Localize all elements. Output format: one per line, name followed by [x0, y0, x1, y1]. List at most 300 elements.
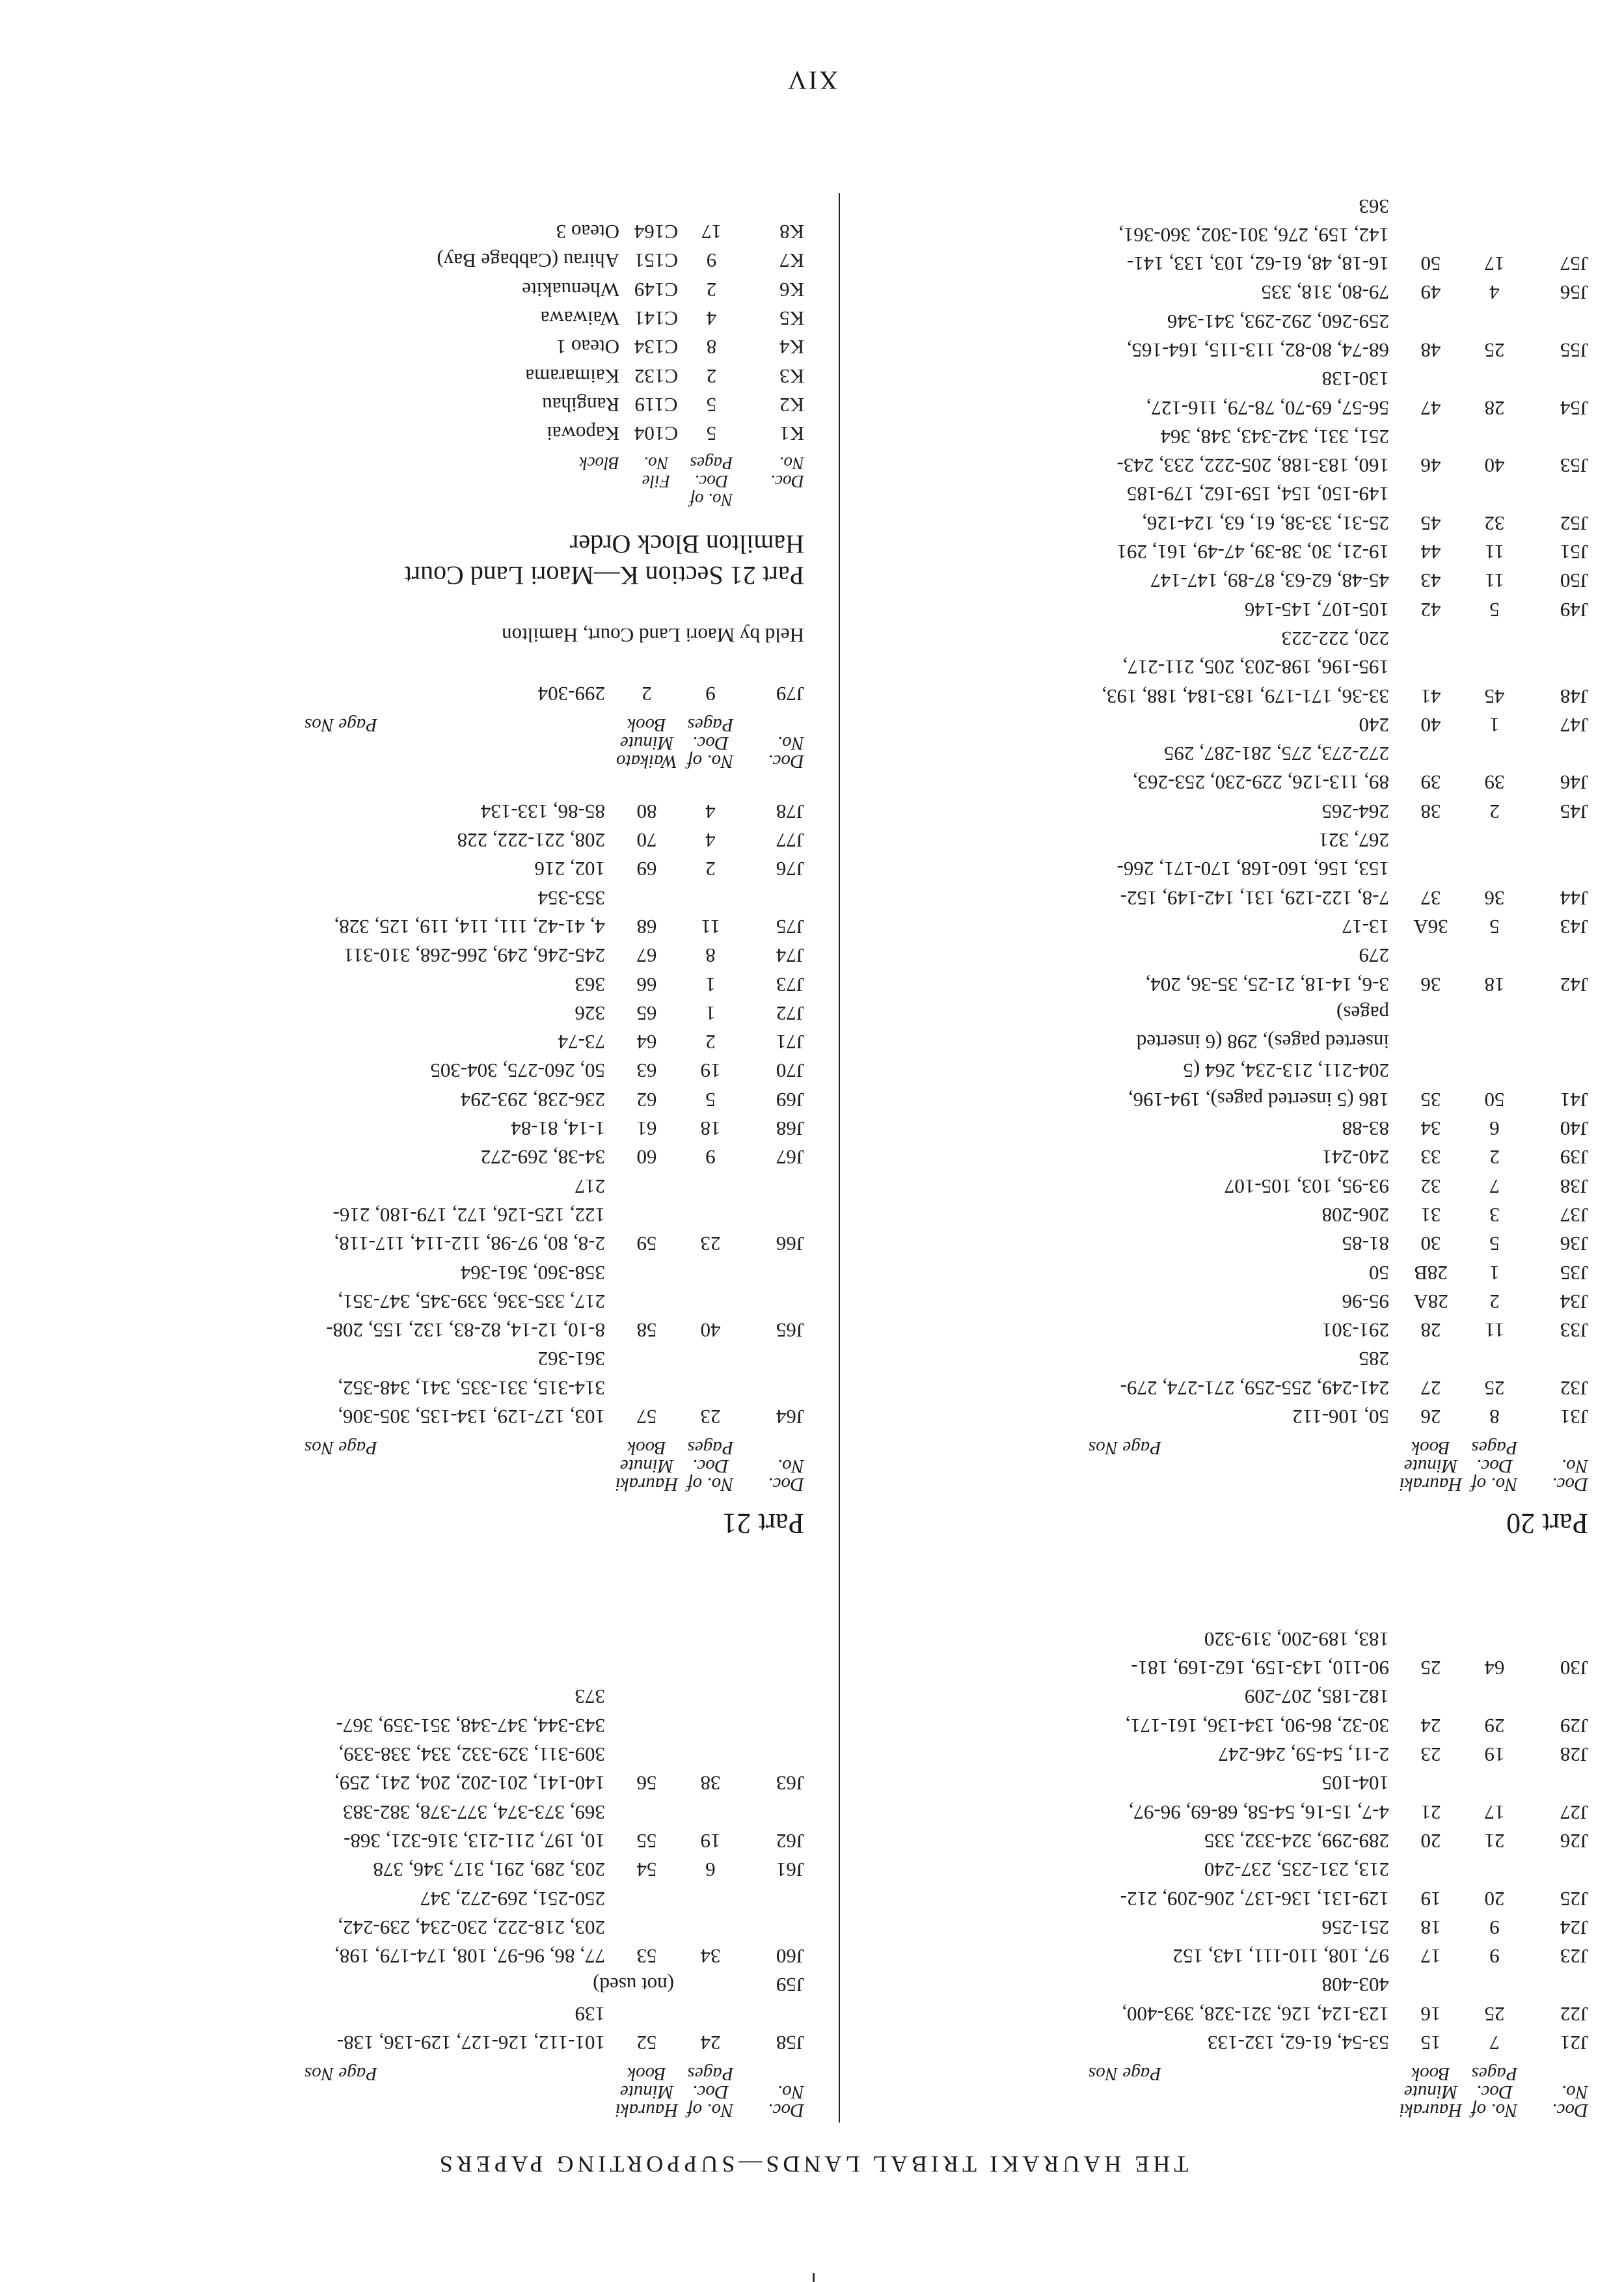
minute-book: 43: [1420, 569, 1441, 593]
header-no-of: No. of: [1471, 2100, 1518, 2121]
minute-book: 33: [1420, 1146, 1441, 1169]
doc-no: K7: [779, 249, 804, 273]
doc-no: J64: [776, 1406, 804, 1428]
doc-pages: 6: [705, 1858, 716, 1882]
page-nos-line: 363: [575, 973, 605, 996]
table-row: [853, 1740, 1588, 1769]
table-body: [69, 679, 804, 708]
minute-book: 42: [1420, 598, 1441, 621]
header-waikato: Waikato: [616, 751, 677, 772]
doc-no: J52: [1560, 511, 1588, 535]
header-doc: Doc.: [770, 472, 804, 492]
table-row: [853, 1143, 1588, 1171]
doc-pages: 17: [1484, 252, 1505, 276]
minute-book: 20: [1420, 1829, 1441, 1853]
minute-book: 50: [1420, 252, 1441, 276]
page-nos-line: 361-362: [537, 1348, 605, 1371]
table-row: [853, 999, 1588, 1114]
minute-book: 36: [1420, 973, 1441, 996]
page-nos: [853, 999, 1397, 1114]
minute-book: 46: [1420, 454, 1441, 478]
doc-no: J59: [776, 1974, 804, 1997]
minute-book: (not used): [593, 1974, 674, 1997]
doc-pages: 2: [1489, 800, 1500, 823]
doc-no: J29: [1560, 1714, 1588, 1737]
minute-book: 35: [1420, 1088, 1441, 1111]
table-row: [853, 796, 1588, 825]
doc-no: J37: [1560, 1203, 1588, 1227]
table-row: [853, 537, 1588, 566]
page-nos-line: 30-32, 86-90, 134-136, 161-171,: [1125, 1714, 1389, 1737]
page-nos: [853, 1171, 1397, 1200]
page-nos: [853, 1855, 1397, 1913]
page-nos: [853, 1970, 1397, 2028]
doc-pages: 19: [700, 1829, 721, 1853]
header-hauraki: Hauraki: [1399, 1474, 1463, 1495]
header-minute: Minute: [1403, 1456, 1458, 1476]
table-row: [69, 1797, 804, 1855]
page-nos: [853, 1827, 1397, 1855]
running-head: THE HAURAKI TRIBAL LANDS—SUPPORTING PAPERS: [435, 2151, 1189, 2177]
page-nos: [69, 941, 613, 970]
block-name: Kapowai: [547, 422, 619, 446]
table-row: [69, 679, 804, 708]
k-table-row: [69, 304, 804, 333]
page-nos-line: 122, 125-126, 172, 179-180, 216-: [332, 1203, 605, 1227]
page-nos: [69, 1143, 613, 1171]
section-k-title-line2: Hamilton Block Order: [570, 530, 804, 560]
page-nos: [853, 1913, 1397, 1942]
page-nos-line: 259-260, 292-293, 341-346: [1167, 310, 1389, 333]
block-name: Whenuakite: [522, 278, 619, 301]
table-row: [853, 1229, 1588, 1258]
minute-book: 58: [636, 1319, 657, 1342]
table-row: [853, 480, 1588, 537]
doc-pages: 1: [705, 1001, 716, 1025]
minute-book: 64: [636, 1031, 657, 1054]
header-no-of: No. of: [687, 1474, 734, 1495]
page-nos-line: 16-18, 48, 61-62, 103, 133, 141-: [1127, 252, 1389, 276]
page-nos-line: 25-31, 33-38, 61, 63, 124-126,: [1142, 511, 1389, 535]
doc-pages: 9: [1489, 1916, 1500, 1939]
table-row: [69, 1143, 804, 1171]
doc-pages: 64: [1484, 1657, 1505, 1680]
table-part19-continued: [853, 1625, 1588, 2119]
page-nos-line: 217, 335-336, 339-345, 347-351,: [338, 1290, 605, 1313]
doc-pages: 17: [701, 221, 722, 244]
table-row: [853, 1913, 1588, 1942]
doc-no: J68: [776, 1117, 804, 1141]
doc-no: J75: [776, 915, 804, 938]
doc-no: J32: [1560, 1376, 1588, 1400]
doc-pages: 19: [1484, 1743, 1505, 1767]
page-nos-line: 291-301: [1321, 1319, 1389, 1342]
page-nos: [853, 826, 1397, 912]
doc-pages: 7: [1489, 1175, 1500, 1198]
k-table-body: [69, 217, 804, 448]
page-nos-line: 217: [575, 1175, 605, 1198]
doc-no: J41: [1560, 1088, 1588, 1111]
table-row: [853, 1625, 1588, 1683]
page-nos-line: 373: [575, 1685, 605, 1709]
table-row: [69, 1999, 804, 2057]
doc-pages: 40: [1484, 454, 1505, 478]
page-nos: [853, 1201, 1397, 1229]
minute-book: 38: [1420, 800, 1441, 823]
doc-pages: 4: [1489, 281, 1500, 305]
table-row: [69, 1027, 804, 1056]
doc-pages: 8: [706, 336, 717, 359]
minute-book: 61: [636, 1117, 657, 1141]
page-nos: [69, 970, 613, 998]
page-nos: [69, 1027, 613, 1056]
page-nos-line: 195-196, 198-203, 205, 211-217,: [1122, 656, 1389, 679]
page-nos-line: 299-304: [537, 683, 605, 706]
page-nos-line: 245-246, 249, 266-268, 310-311: [344, 944, 605, 968]
page-nos: [853, 624, 1397, 711]
doc-pages: 9: [1489, 1945, 1500, 1968]
minute-book: 52: [636, 2031, 657, 2054]
page-nos: [69, 1682, 613, 1797]
file-no: C104: [634, 422, 679, 446]
minute-book: 57: [636, 1406, 657, 1428]
table-row: [853, 739, 1588, 797]
table-row: [853, 2028, 1588, 2057]
table-row: [853, 826, 1588, 912]
table-row: [853, 364, 1588, 422]
doc-pages: 5: [706, 393, 717, 416]
table-row: [853, 1258, 1588, 1286]
doc-no: J62: [776, 1829, 804, 1853]
doc-pages: 3: [1489, 1203, 1500, 1227]
header-no: No.: [1561, 1456, 1588, 1476]
doc-no: J67: [776, 1146, 804, 1169]
page-nos: [853, 422, 1397, 480]
header-no-of: No. of: [1471, 1474, 1518, 1495]
page-nos: [853, 1287, 1397, 1316]
page-nos: [69, 883, 613, 941]
table-row: [69, 1682, 804, 1797]
page-nos-line: 3-6, 14-18, 21-25, 35-36, 204,: [1145, 973, 1389, 996]
header-doc2: Doc.: [692, 2082, 729, 2102]
k-table-row: [69, 390, 804, 419]
table-row: [69, 1884, 804, 1970]
table-row: [853, 1769, 1588, 1827]
doc-pages: 25: [1484, 1376, 1505, 1400]
table-row: [69, 970, 804, 998]
page-nos-line: 97, 108, 110-111, 143, 152: [1172, 1945, 1389, 1968]
table-body: [853, 191, 1588, 1431]
header-page-nos: Page Nos: [304, 1437, 377, 1458]
table-row: [69, 1085, 804, 1113]
page-nos-line: 13-17: [1342, 915, 1389, 938]
section-k-title-line1: Part 21 Section K—Maori Land Court: [404, 561, 804, 591]
minute-book: 49: [1420, 281, 1441, 305]
doc-no: J57: [1560, 252, 1588, 276]
doc-pages: [681, 1970, 740, 1999]
page-nos-line: 203, 218-222, 230-234, 239-242,: [338, 1916, 605, 1939]
page-nos: [69, 854, 613, 883]
page-nos: [69, 679, 613, 708]
table-row: [853, 595, 1588, 623]
doc-no: J34: [1560, 1290, 1588, 1313]
doc-no: J23: [1560, 1945, 1588, 1968]
page-nos: [853, 1740, 1397, 1769]
header-minute: Minute: [619, 1456, 674, 1476]
page-nos-line: 102, 216: [534, 858, 605, 881]
page-nos-line: 363: [1359, 195, 1389, 218]
page-nos-line: 33-36, 171-179, 183-184, 188, 193,: [1102, 685, 1389, 708]
doc-pages: 5: [706, 422, 717, 446]
page-nos: [853, 191, 1397, 278]
header-minute: Minute: [1403, 2082, 1458, 2102]
table-row: [69, 1171, 804, 1258]
page-nos-line: 289-299, 324-332, 335: [1204, 1829, 1389, 1853]
header-doc: Doc.: [768, 1474, 804, 1495]
doc-pages: 5: [1489, 1232, 1500, 1256]
minute-book: 30: [1420, 1232, 1441, 1256]
minute-book: 63: [636, 1059, 657, 1083]
page-nos-line: 220, 222-223: [1281, 627, 1389, 650]
doc-no: J46: [1560, 771, 1588, 795]
doc-pages: 29: [1484, 1714, 1505, 1737]
page-nos: [853, 1769, 1397, 1827]
doc-no: J45: [1560, 800, 1588, 823]
k-table-row: [69, 333, 804, 361]
page-nos-line: 241-249, 255-259, 271-274, 279-: [1120, 1376, 1389, 1400]
minute-book: 68: [636, 915, 657, 938]
doc-pages: 11: [1485, 541, 1504, 564]
header-page-nos: Page Nos: [304, 2063, 377, 2084]
page-nos: [69, 1855, 613, 1884]
minute-book: 16: [1420, 2002, 1441, 2026]
page-nos-line: 358-360, 361-364: [460, 1261, 605, 1284]
minute-book: 41: [1420, 685, 1441, 708]
page-nos: [69, 999, 613, 1027]
minute-book: 19: [1420, 1887, 1441, 1910]
page-nos-line: 403-408: [1321, 1974, 1389, 1997]
page-nos-line: 4, 41-42, 111, 114, 119, 125, 328,: [334, 915, 605, 938]
doc-no: J73: [776, 973, 804, 996]
header-doc2: Doc.: [1476, 1456, 1513, 1476]
page-nos: [853, 480, 1397, 537]
page-nos-line: 353-354: [537, 886, 605, 910]
header-doc2: Doc.: [692, 1456, 729, 1476]
header-pages: Pages: [1471, 1437, 1518, 1458]
page-nos: [853, 2028, 1397, 2057]
page-nos: [853, 595, 1397, 623]
file-no: C141: [634, 306, 679, 330]
header-hauraki: Hauraki: [615, 2100, 679, 2121]
doc-pages: 24: [700, 2031, 721, 2054]
page-nos-line: 2-11, 54-59, 246-247: [1218, 1743, 1389, 1767]
doc-no: J79: [776, 683, 804, 706]
minute-book: 28B: [1414, 1261, 1448, 1284]
page-nos-line: 101-112, 126-127, 129-136, 138-: [336, 2031, 605, 2054]
page-nos: [69, 1085, 613, 1113]
minute-book: 60: [636, 1146, 657, 1169]
header-minute: Minute: [619, 2082, 674, 2102]
table-row: [853, 278, 1588, 306]
table-row: [69, 941, 804, 970]
page-nos: [853, 912, 1397, 941]
page-nos-line: 85-86, 133-134: [480, 800, 605, 823]
page-nos-line: 34-38, 269-272: [480, 1146, 605, 1169]
minute-book: 48: [1420, 339, 1441, 362]
table-row: [69, 1344, 804, 1431]
minute-book: 47: [1420, 396, 1441, 420]
page-nos-line: 186 (5 inserted pages), 194-196,: [1128, 1088, 1389, 1111]
header-file: File: [642, 472, 671, 492]
table-row: [853, 1682, 1588, 1740]
minute-book: 31: [1420, 1203, 1441, 1227]
page-nos: [853, 711, 1397, 739]
page-nos-line: 4-7, 15-16, 54-58, 68-69, 96-97,: [1128, 1800, 1389, 1824]
table-row: [853, 1942, 1588, 1970]
page-nos-line: 149-150, 154, 159-162, 179-185: [1127, 483, 1389, 506]
table-row: [853, 1316, 1588, 1344]
header-book: Book: [1411, 1437, 1450, 1458]
minute-book: 69: [636, 858, 657, 881]
header-no-of: No. of: [687, 751, 734, 772]
page-number: XIV: [785, 66, 839, 95]
page-nos-line: 53-54, 61-62, 132-133: [1208, 2031, 1389, 2054]
page-nos: [853, 1402, 1397, 1431]
page-nos-line: 50, 260-275, 304-305: [430, 1059, 605, 1083]
doc-pages: 8: [1489, 1406, 1500, 1428]
file-no: C119: [634, 393, 678, 416]
doc-no: J61: [776, 1858, 804, 1882]
page-nos-line: 77, 86, 96-97, 108, 174-179, 198,: [334, 1945, 605, 1968]
table-part20-continued: [69, 1682, 804, 2119]
page-nos-line: 93-95, 103, 105-107: [1224, 1175, 1389, 1198]
minute-book: 62: [636, 1088, 657, 1111]
doc-pages: 45: [1484, 685, 1505, 708]
doc-pages: 40: [700, 1319, 721, 1342]
minute-book: 39: [1420, 771, 1441, 795]
doc-no: J40: [1560, 1117, 1588, 1141]
minute-book: 59: [636, 1232, 657, 1256]
doc-pages: 6: [1489, 1117, 1500, 1141]
doc-no: J53: [1560, 454, 1588, 478]
table-row: [69, 1855, 804, 1884]
table-row: [853, 624, 1588, 711]
header-no-of: No. of: [687, 2100, 734, 2121]
page-nos: [853, 1114, 1397, 1143]
minute-book: 45: [1420, 511, 1441, 535]
page-nos-line: 309-311, 329-332, 334, 338-339,: [338, 1743, 605, 1767]
doc-no: J63: [776, 1772, 804, 1795]
doc-pages: 23: [700, 1232, 721, 1256]
doc-pages: 2: [706, 364, 717, 388]
doc-no: J24: [1560, 1916, 1588, 1939]
header-no: No.: [777, 1456, 804, 1476]
page-nos: [853, 1625, 1397, 1683]
minute-book: 32: [1420, 1175, 1441, 1198]
page-nos: [853, 364, 1397, 422]
page-nos-line: [69, 1970, 599, 1999]
doc-pages: 8: [705, 944, 716, 968]
page-nos-line: 19-21, 30, 38-39, 47-49, 161, 291: [1116, 541, 1389, 564]
doc-pages: 25: [1484, 339, 1505, 362]
page-nos-line: 90-110, 143-159, 162-169, 181-: [1131, 1657, 1389, 1680]
header-page-nos: Page Nos: [304, 714, 377, 736]
header-no: No.: [779, 454, 804, 474]
table-row: [853, 566, 1588, 595]
table-row: [69, 1970, 804, 1999]
doc-pages: 18: [700, 1117, 721, 1141]
page-nos-line: pages): [1336, 1001, 1389, 1025]
header-pages: Pages: [687, 1437, 734, 1458]
minute-book: 70: [636, 829, 657, 852]
doc-pages: 32: [1484, 511, 1505, 535]
page-nos: [853, 1682, 1397, 1740]
page-nos-line: 326: [575, 1001, 605, 1025]
table-row: [69, 796, 804, 825]
doc-pages: 11: [1485, 569, 1504, 593]
doc-no: J72: [776, 1001, 804, 1025]
header-no: No.: [1561, 2082, 1588, 2102]
block-name: Waiwawa: [540, 306, 619, 330]
header-page-nos: Page Nos: [1089, 2063, 1161, 2084]
page-nos: [853, 739, 1397, 797]
page-nos-line: 272-273, 275, 281-287, 295: [1163, 742, 1389, 766]
header-doc: Doc.: [1552, 1474, 1588, 1495]
page-nos-line: 140-141, 201-202, 204, 241, 259,: [334, 1772, 605, 1795]
doc-pages: 9: [705, 1146, 716, 1169]
page-nos-line: 68-74, 80-82, 113-115, 164-165,: [1126, 339, 1389, 362]
minute-book: 18: [1420, 1916, 1441, 1939]
doc-no: J58: [776, 2031, 804, 2054]
doc-no: J30: [1560, 1657, 1588, 1680]
page-nos-line: 1-14, 81-84: [511, 1117, 605, 1141]
minute-book: 54: [636, 1858, 657, 1882]
file-no: C134: [634, 336, 679, 359]
doc-no: J65: [776, 1319, 804, 1342]
table-row: [853, 191, 1588, 278]
doc-pages: 1: [1489, 713, 1500, 737]
header-doc: Doc.: [768, 2100, 804, 2121]
file-no: C132: [634, 364, 679, 388]
page-nos: [853, 1143, 1397, 1171]
minute-book: 80: [636, 800, 657, 823]
table-row: [853, 422, 1588, 480]
minute-book: 15: [1420, 2031, 1441, 2054]
minute-book: 26: [1420, 1406, 1441, 1428]
page-nos-line: 285: [1359, 1348, 1389, 1371]
page-nos-line: 79-80, 318, 335: [1261, 281, 1389, 305]
page-nos: [69, 1344, 613, 1431]
page-nos-line: 236-238, 293-294: [460, 1088, 605, 1111]
held-by-note: Held by Maori Land Court, Hamilton: [502, 624, 804, 647]
block-name: Kaimarama: [525, 364, 619, 388]
page-nos: [853, 1316, 1397, 1344]
header-block: Block: [579, 454, 619, 474]
file-no: C151: [634, 249, 679, 273]
doc-pages: 28: [1484, 396, 1505, 420]
header-doc2: Doc.: [1476, 2082, 1513, 2102]
page-nos-line: 142, 159, 276, 301-302, 360-361,: [1118, 223, 1389, 247]
doc-no: J66: [776, 1232, 804, 1256]
doc-pages: 5: [705, 1088, 716, 1111]
minute-book: 67: [636, 944, 657, 968]
file-no: C164: [634, 221, 679, 244]
page-nos: [69, 1884, 613, 1970]
page-nos: [69, 1056, 613, 1085]
minute-book: 17: [1420, 1945, 1441, 1968]
minute-book: 53: [636, 1945, 657, 1968]
minute-book: 21: [1420, 1800, 1441, 1824]
